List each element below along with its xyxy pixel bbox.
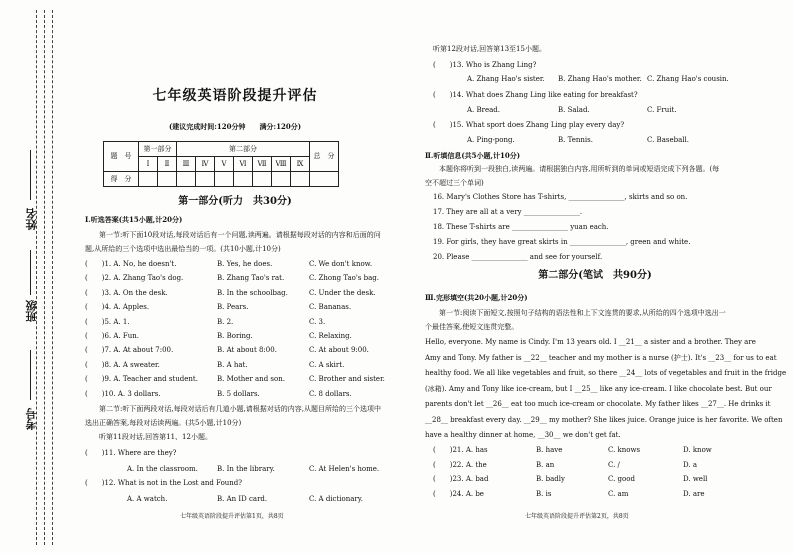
cloze-24-option-d: D. are — [683, 489, 705, 498]
section2-heading: Ⅱ.听填信息(共5小题,计10分) — [425, 151, 521, 160]
binding-strip — [14, 10, 74, 545]
cloze-23-option-c: C. good — [608, 475, 635, 483]
question-15: ( )15. What sport does Zhang Ling play every day? — [433, 121, 625, 129]
numeral-cell: I — [139, 157, 158, 172]
exam-no-label: 考号 — [25, 408, 38, 430]
fill-question-17: 17. They are all at a very ________________. — [433, 208, 583, 216]
cloze-24-option-b: B. is — [536, 489, 552, 498]
section1-part1-instructions: 第一节:听下面10段对话,每段对话后有一个问题,读两遍。请根据每段对话的内容和后面的问题,从所给的三个选项中选出最恰当的一项。(共10小题,计10分) — [85, 231, 381, 253]
part2-header: 第二部分 — [177, 142, 310, 157]
score-cell[interactable] — [177, 172, 196, 187]
q12-option-c: C. A dictionary. — [309, 495, 364, 503]
question-3-option-c: C. Under the desk. — [309, 288, 376, 297]
part2-title: 第二部分(笔试 共90分) — [538, 270, 652, 281]
question-1-option-a: ( )1. A. No, he doesn't. — [85, 260, 177, 268]
q13-option-a: A. Zhang Hao's sister. — [467, 75, 545, 83]
dashed-cut-line — [36, 10, 37, 545]
question-8-option-b: B. A hat. — [217, 360, 248, 369]
dashed-cut-line — [52, 10, 53, 545]
part1-header: 第一部分 — [139, 142, 177, 157]
section1-part2-instructions: 第二节:听下面两段对话,每段对话后有几道小题,请根据对话的内容,从题目所给的三个选项中选出正确答案,每段对话读两遍。(共5小题,计10分) — [85, 405, 382, 427]
question-2-option-c: C. Zhong Tao's bag. — [309, 274, 379, 283]
question-10-option-b: B. 5 dollars. — [217, 389, 260, 398]
q14-option-c: C. Fruit. — [647, 106, 677, 114]
cloze-21-option-d: D. know — [683, 446, 712, 454]
q13-option-b: B. Zhang Hao's mother. — [558, 75, 642, 83]
score-cell[interactable] — [196, 172, 215, 187]
numeral-cell: Ⅳ — [196, 157, 215, 172]
question-11: ( )11. Where are they? — [85, 449, 177, 457]
question-5-option-c: C. 3. — [309, 317, 326, 326]
passage-line: (冰箱). Amy and Tony like ice-cream, but I __25__ like any ice-cream. I like chocolate best. But our — [425, 384, 772, 393]
section3-instructions: 第一节:阅读下面短文,按照句子结构的语法性和上下文连贯的要求,从所给的四个选项中选出一个最佳答案,使短文连贯完整。 — [425, 309, 726, 331]
passage-line: Amy and Tony. My father is __22__ teacher and my mother is a nurse (护士). It's __23__ for us to eat — [425, 353, 777, 362]
cloze-21-option-a: ( )21. A. has — [433, 446, 488, 454]
section3-heading: Ⅲ.完形填空(共20小题,计20分) — [425, 293, 528, 302]
q14-option-a: A. Bread. — [467, 106, 501, 114]
dashed-cut-line — [44, 10, 45, 545]
exam-subtitle: (建议完成时间:120分钟 满分:120分) — [168, 122, 301, 131]
question-2-option-a: ( )2. A. Zhang Tao's dog. — [85, 274, 184, 283]
total-score-cell[interactable] — [310, 172, 339, 187]
score-cell[interactable] — [158, 172, 177, 187]
question-10-option-a: ( )10. A. 3 dollars. — [85, 389, 161, 398]
question-1-option-c: C. We don't know. — [309, 260, 373, 268]
question-9-option-c: C. Brother and sister. — [309, 375, 385, 384]
numeral-cell: V — [215, 157, 234, 172]
listen-12-instruction: 听第12段对话,回答第13至15小题。 — [433, 45, 546, 53]
question-4-option-b: B. Pears. — [217, 303, 249, 312]
numeral-cell: Ⅶ — [253, 157, 272, 172]
cloze-22-option-b: B. an — [536, 460, 555, 469]
cloze-21-option-b: B. have — [536, 446, 563, 454]
q11-option-a: A. In the classroom. — [127, 465, 198, 473]
question-12: ( )12. What is not in the Lost and Found? — [85, 479, 243, 487]
question-3-option-a: ( )3. A. On the desk. — [85, 288, 168, 297]
passage-line: Hello, everyone. My name is Cindy. I'm 13 years old. I __21__ a sister and a brother. They are — [425, 338, 756, 346]
question-6-option-a: ( )6. A. Fun. — [85, 332, 139, 340]
q14-option-b: B. Salad. — [558, 106, 590, 114]
listen-11-instruction: 听第11段对话,回答第11、12小题。 — [99, 433, 212, 441]
question-5-option-b: B. 2. — [217, 317, 234, 326]
score-cell[interactable] — [291, 172, 310, 187]
total-header: 总 分 — [310, 142, 339, 172]
fill-question-18: 18. These T-shirts are ________________ yuan each. — [433, 223, 609, 231]
name-line — [30, 150, 31, 200]
question-6-option-c: C. Relaxing. — [309, 332, 352, 340]
score-cell[interactable] — [253, 172, 272, 187]
numeral-cell: Ⅸ — [291, 157, 310, 172]
q11-option-b: B. In the library. — [217, 465, 275, 473]
q15-option-a: A. Ping-pong. — [467, 136, 515, 144]
question-13: ( )13. Who is Zhang Ling? — [433, 61, 537, 69]
exam-title: 七年级英语阶段提升评估 — [152, 88, 318, 104]
score-label: 得 分 — [104, 172, 139, 187]
question-1-option-b: B. Yes, he does. — [217, 260, 273, 268]
q12-option-a: A. A watch. — [127, 495, 168, 503]
passage-line: __28__ breakfast every day. __29__ my mother? She likes juice. Orange juice is her favorite. We often — [425, 415, 783, 424]
score-cell[interactable] — [139, 172, 158, 187]
q13-option-c: C. Zhang Hao's cousin. — [647, 75, 729, 83]
question-2-option-b: B. Zhang Tao's rat. — [217, 274, 285, 283]
cloze-24-option-c: C. am — [608, 489, 629, 498]
page-footer: 七年级英语阶段提升评估第2页，共8页 — [525, 513, 629, 520]
passage-line: healthy food. We all like vegetables and fruit, so there __24__ lots of vegetables and fruit in the fridge — [425, 369, 787, 377]
cloze-22-option-c: C. / — [608, 460, 620, 469]
score-cell[interactable] — [215, 172, 234, 187]
passage-line: parents don't let __26__ eat too much ice-cream or chocolate. My father likes __27__. He drinks it — [425, 400, 771, 408]
score-cell[interactable] — [272, 172, 291, 187]
exam-no-line — [30, 350, 31, 400]
question-14: ( )14. What does Zhang Ling like eating for breakfast? — [433, 91, 638, 99]
fill-question-19: 19. For girls, they have great skirts in ________________, green and white. — [433, 238, 691, 246]
numeral-cell: Ⅲ — [177, 157, 196, 172]
q15-option-c: C. Baseball. — [647, 136, 689, 144]
question-7-option-c: C. At about 9:00. — [309, 346, 369, 355]
section2-instructions: 本题你将听到一段独白,读两遍。请根据独白内容,用所听到的单词或短语完成下列各题。(每空不超过三个单词) — [425, 165, 720, 187]
cloze-23-option-d: D. well — [683, 475, 708, 483]
question-7-option-b: B. At about 8:00. — [217, 346, 277, 355]
section1-heading: Ⅰ.听选答案(共15小题,计20分) — [85, 215, 183, 224]
numeral-cell: Ⅱ — [158, 157, 177, 172]
class-line — [30, 250, 31, 295]
q11-option-c: C. At Helen's home. — [309, 465, 380, 473]
question-7-option-a: ( )7. A. At about 7:00. — [85, 346, 174, 355]
question-6-option-b: B. Boring. — [217, 332, 253, 340]
cloze-22-option-d: D. a — [683, 460, 697, 469]
part1-title: 第一部分(听力 共30分) — [178, 196, 292, 207]
cloze-21-option-c: C. knows — [608, 446, 641, 454]
fill-question-16: 16. Mary's Clothes Store has T-shirts, ________________, skirts and so on. — [433, 193, 688, 201]
numeral-cell: Ⅷ — [272, 157, 291, 172]
question-3-option-b: B. In the schoolbag. — [217, 288, 288, 297]
cloze-22-option-a: ( )22. A. the — [433, 460, 487, 469]
cloze-24-option-a: ( )24. A. be — [433, 489, 484, 498]
fill-question-20: 20. Please ________________ and see for yourself. — [433, 253, 603, 261]
question-9-option-b: B. Mother and son. — [217, 375, 285, 384]
q15-option-b: B. Tennis. — [558, 136, 593, 144]
score-table — [103, 141, 339, 187]
q12-option-b: B. An ID card. — [217, 495, 268, 503]
cloze-23-option-b: B. badly — [536, 475, 565, 483]
question-4-option-c: C. Bananas. — [309, 303, 352, 312]
question-8-option-c: C. A skirt. — [309, 360, 345, 369]
question-9-option-a: ( )9. A. Teacher and student. — [85, 375, 198, 384]
question-4-option-a: ( )4. A. Apples. — [85, 303, 150, 312]
question-10-option-c: C. 8 dollars. — [309, 389, 352, 398]
name-label: 姓名 — [25, 208, 38, 230]
score-cell[interactable] — [234, 172, 253, 187]
question-8-option-a: ( )8. A. A sweater. — [85, 360, 160, 369]
class-label: 班级 — [25, 300, 38, 322]
cloze-23-option-a: ( )23. A. bad — [433, 475, 489, 483]
page-footer: 七年级英语阶段提升评估第1页，共8页 — [180, 513, 284, 520]
question-5-option-a: ( )5. A. 1. — [85, 317, 130, 326]
score-row-header: 题 号 — [104, 142, 139, 172]
numeral-cell: Ⅵ — [234, 157, 253, 172]
passage-line: have a healthy dinner at home, __30__ we don't get fat. — [425, 431, 621, 439]
